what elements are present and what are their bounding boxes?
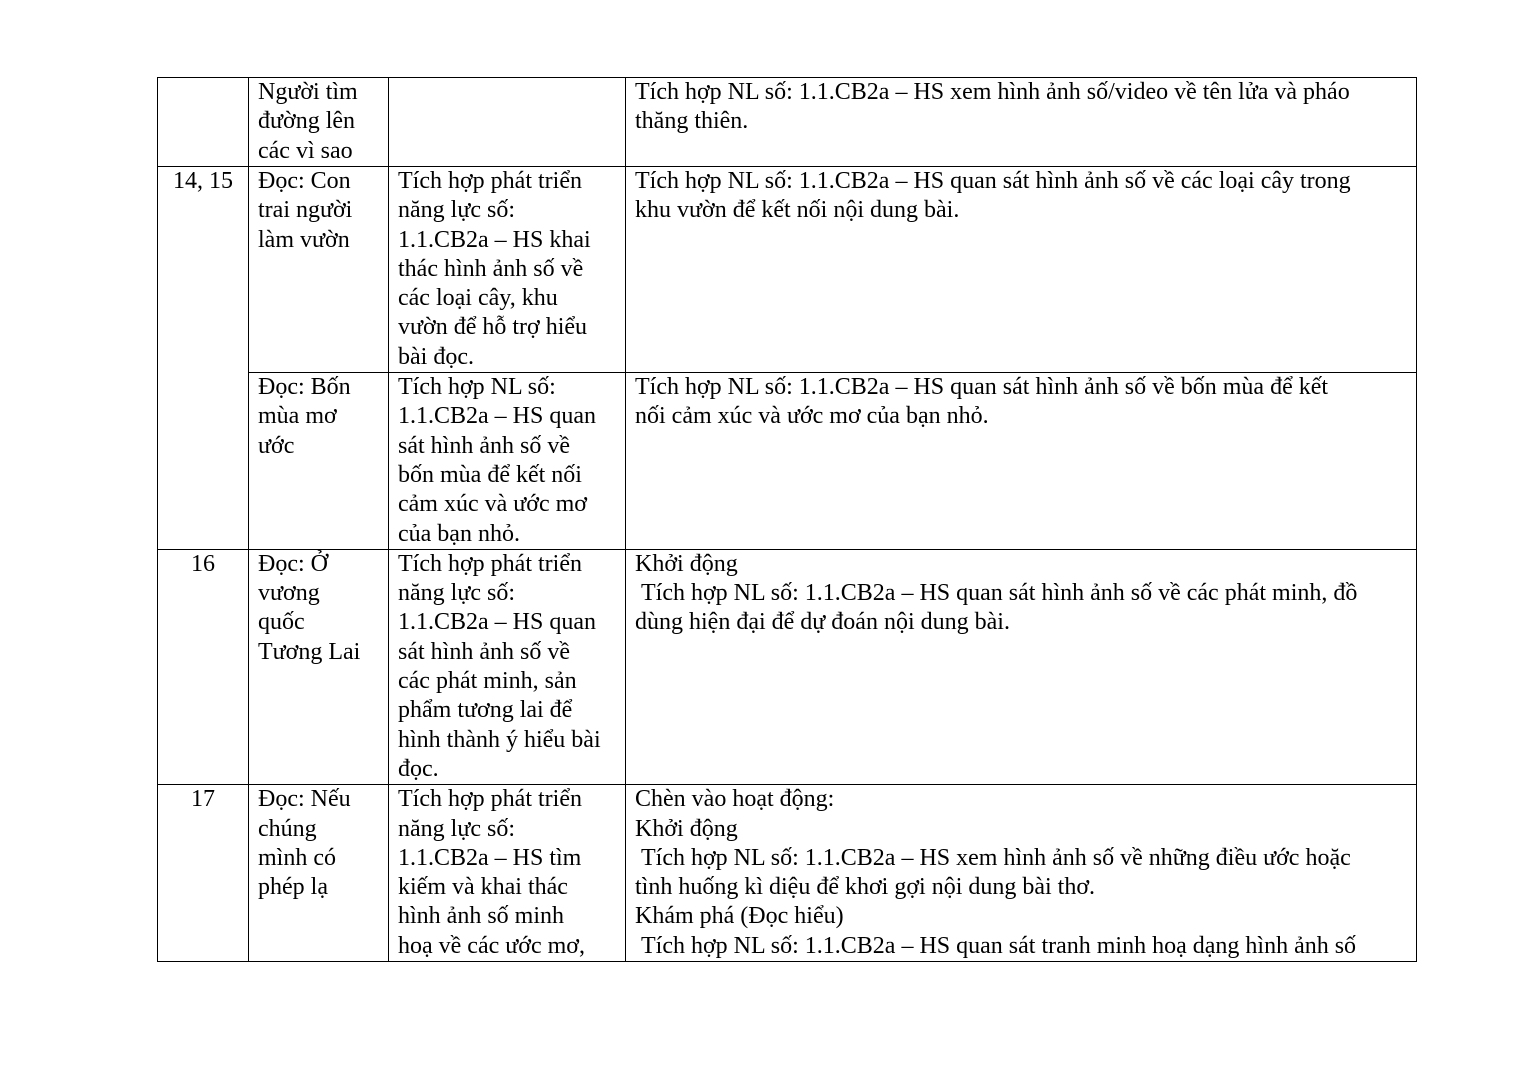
goal-text: Tích hợp phát triển — [398, 168, 582, 194]
lesson-text: Đọc: Ở — [258, 550, 328, 577]
activity-text: thăng thiên. — [635, 108, 749, 135]
goal-text: hình thành ý hiểu bài — [398, 726, 601, 753]
activity-cell — [626, 549, 1417, 784]
lesson-text: Người tìm — [258, 79, 358, 105]
goal-cell — [389, 78, 626, 167]
lesson-text: chúng — [258, 815, 317, 842]
lesson-text: mùa mơ — [258, 403, 337, 430]
goal-text: cảm xúc và ước mơ — [398, 491, 587, 518]
lesson-cell — [249, 785, 389, 962]
lesson-text: trai người — [258, 197, 353, 224]
lesson-cell — [249, 373, 389, 550]
activity-text: Chèn vào hoạt động: — [635, 786, 835, 813]
goal-text: vườn để hỗ trợ hiểu — [398, 314, 588, 341]
goal-text: 1.1.CB2a – HS tìm — [398, 844, 582, 871]
week-cell — [158, 78, 249, 167]
activity-text: khu vườn để kết nối nội dung bài. — [635, 197, 960, 224]
goal-text: năng lực số: — [398, 815, 515, 842]
table-row — [158, 549, 1417, 784]
goal-cell — [389, 167, 626, 373]
lesson-text: phép lạ — [258, 874, 328, 901]
lesson-text: làm vườn — [258, 226, 350, 253]
activity-text: Khởi động — [635, 550, 738, 577]
activity-text: Tích hợp NL số: 1.1.CB2a – HS quan sát hình ảnh số về các loại cây trong — [635, 168, 1351, 194]
activity-text: Tích hợp NL số: 1.1.CB2a – HS xem hình ảnh số/video về tên lửa và pháo — [635, 79, 1350, 105]
lesson-text: Đọc: Con — [258, 168, 351, 194]
activity-text: Tích hợp NL số: 1.1.CB2a – HS xem hình ảnh số về những điều ước hoặc — [635, 844, 1351, 871]
goal-text: sát hình ảnh số về — [398, 432, 570, 459]
week-cell — [158, 785, 249, 962]
goal-text: 1.1.CB2a – HS quan — [398, 609, 596, 636]
goal-text: kiếm và khai thác — [398, 874, 568, 901]
goal-text: Tích hợp phát triển — [398, 786, 582, 813]
activity-text: nối cảm xúc và ước mơ của bạn nhỏ. — [635, 403, 989, 430]
lesson-text: ước — [258, 432, 295, 459]
goal-text: của bạn nhỏ. — [398, 520, 520, 547]
goal-text: Tích hợp NL số: — [398, 374, 556, 401]
week-number: 17 — [191, 786, 215, 813]
goal-text: năng lực số: — [398, 580, 515, 607]
lesson-cell — [249, 78, 389, 167]
activity-text: Khởi động — [635, 815, 738, 842]
week-cell — [158, 167, 249, 550]
goal-text: các phát minh, sản — [398, 668, 577, 695]
table-row — [158, 78, 1417, 167]
goal-cell — [389, 549, 626, 784]
lesson-plan-table — [157, 77, 1417, 962]
goal-text: năng lực số: — [398, 197, 515, 224]
goal-cell — [389, 785, 626, 962]
lesson-text: mình có — [258, 844, 336, 871]
week-number: 16 — [191, 550, 215, 577]
lesson-cell — [249, 549, 389, 784]
goal-text: đọc. — [398, 755, 439, 782]
lesson-text: các vì sao — [258, 137, 353, 164]
activity-cell — [626, 373, 1417, 550]
activity-text: tình huống kì diệu để khơi gợi nội dung bài thơ. — [635, 874, 1096, 901]
activity-text: Khám phá (Đọc hiểu) — [635, 903, 844, 930]
goal-cell — [389, 373, 626, 550]
table-row — [158, 785, 1417, 962]
lesson-text: vương — [258, 580, 320, 607]
lesson-text: quốc — [258, 609, 305, 636]
goal-text: Tích hợp phát triển — [398, 550, 582, 577]
lesson-text: Tương Lai — [258, 638, 361, 665]
goal-text: hình ảnh số minh — [398, 903, 564, 930]
goal-text: 1.1.CB2a – HS khai — [398, 226, 591, 253]
goal-text: các loại cây, khu — [398, 285, 558, 312]
lesson-cell — [249, 167, 389, 373]
goal-text: sát hình ảnh số về — [398, 638, 570, 665]
goal-text: hoạ về các ước mơ, — [398, 932, 585, 959]
goal-text: bài đọc. — [398, 343, 474, 370]
goal-text: 1.1.CB2a – HS quan — [398, 403, 596, 430]
activity-cell — [626, 785, 1417, 962]
activity-text: Tích hợp NL số: 1.1.CB2a – HS quan sát hình ảnh số về bốn mùa để kết — [635, 374, 1329, 401]
activity-text: dùng hiện đại để dự đoán nội dung bài. — [635, 609, 1010, 636]
activity-text: Tích hợp NL số: 1.1.CB2a – HS quan sát hình ảnh số về các phát minh, đồ — [635, 580, 1358, 607]
goal-text: bốn mùa để kết nối — [398, 461, 582, 488]
lesson-text: Đọc: Bốn — [258, 374, 351, 401]
activity-cell — [626, 78, 1417, 167]
table-row — [158, 167, 1417, 373]
week-cell — [158, 549, 249, 784]
goal-text: phẩm tương lai để — [398, 697, 573, 724]
activity-cell — [626, 167, 1417, 373]
week-number: 14, 15 — [173, 168, 233, 194]
lesson-text: đường lên — [258, 108, 356, 135]
table-row — [158, 373, 1417, 550]
goal-text: thác hình ảnh số về — [398, 255, 584, 282]
lesson-text: Đọc: Nếu — [258, 786, 351, 813]
activity-text: Tích hợp NL số: 1.1.CB2a – HS quan sát tranh minh hoạ dạng hình ảnh số — [635, 932, 1357, 959]
